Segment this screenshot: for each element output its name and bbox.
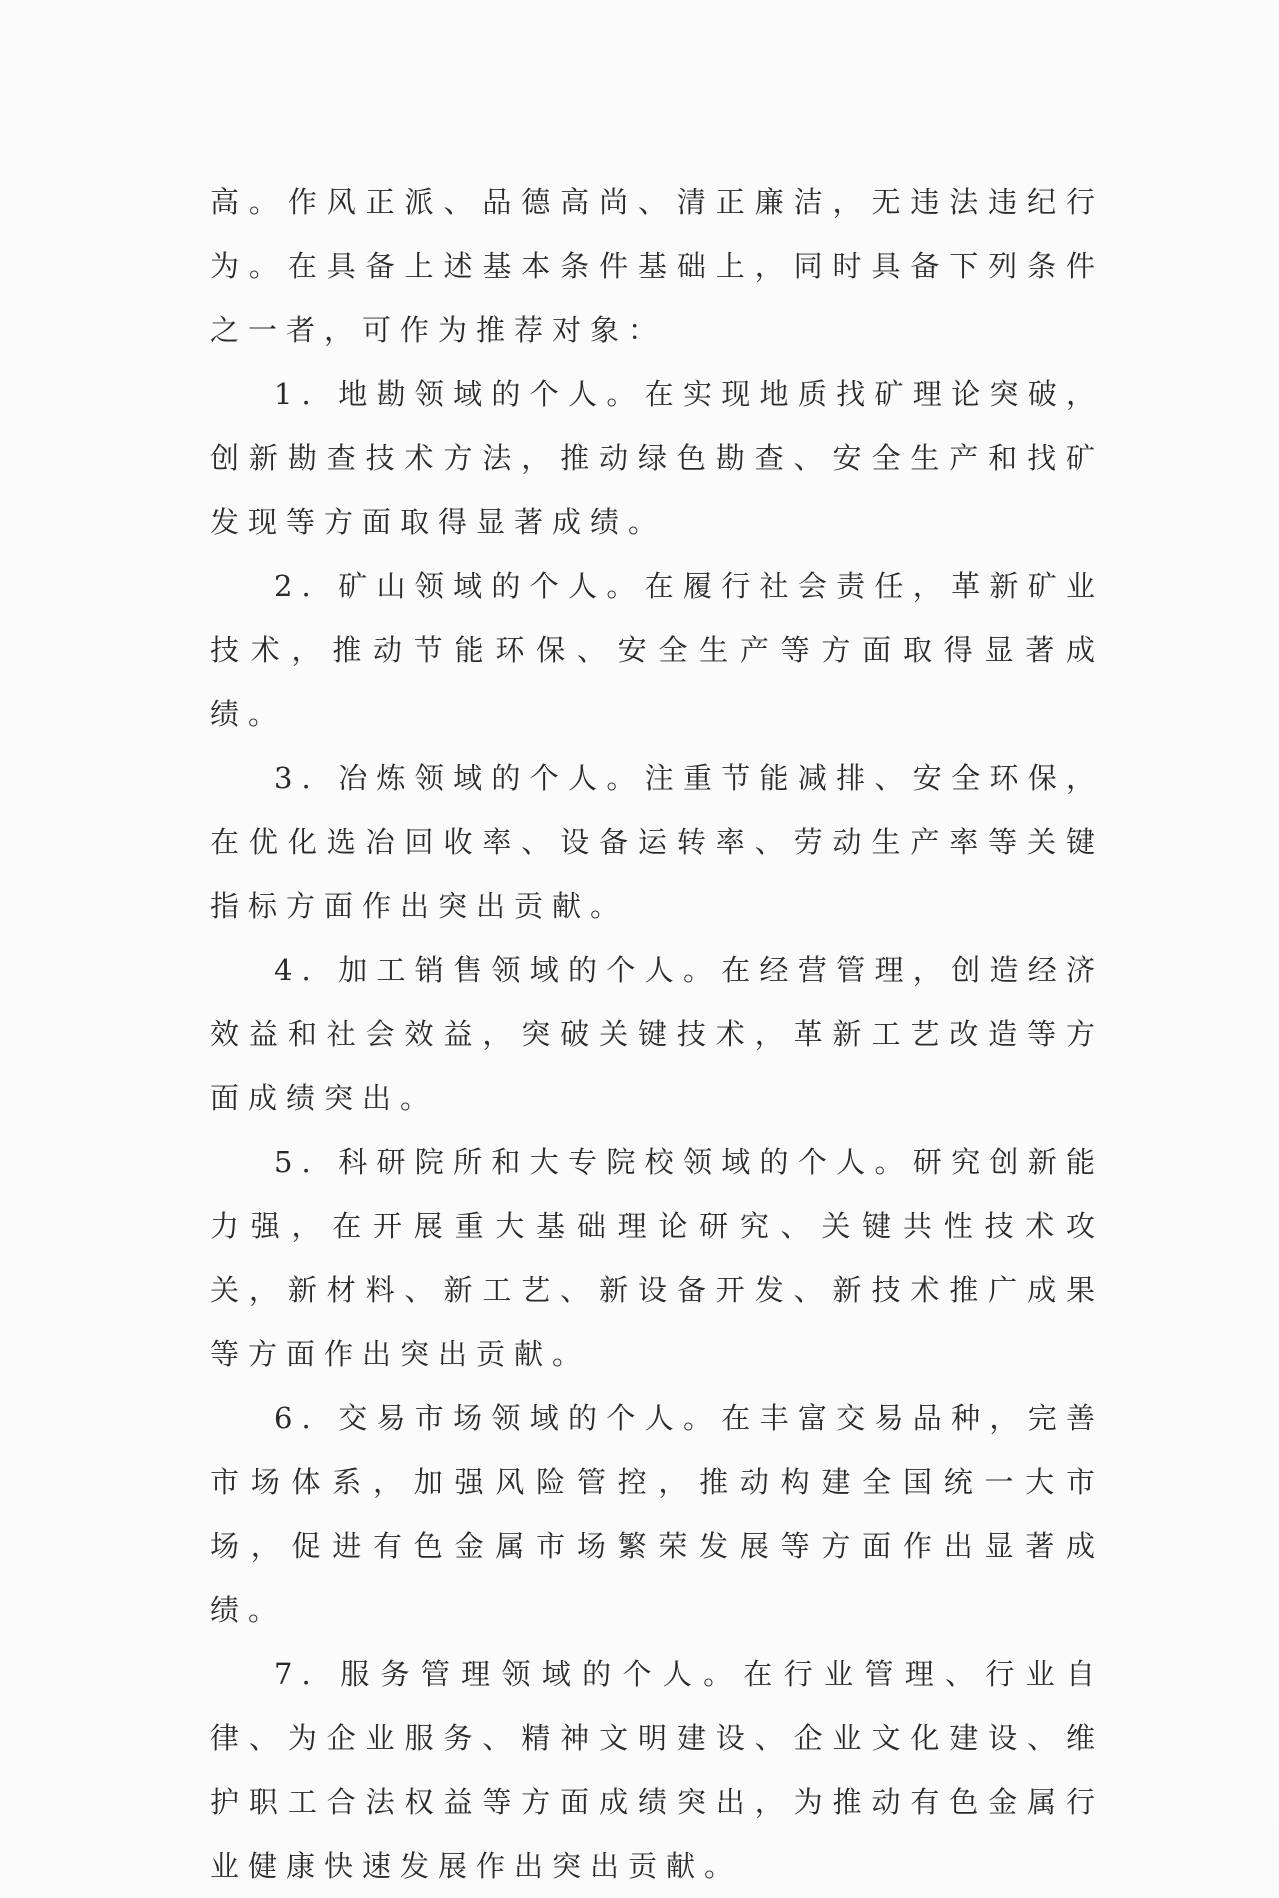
paragraph-item-7-service-management: 7. 服务管理领域的个人。在行业管理、行业自律、为企业服务、精神文明建设、企业文化建设、维护职工合法权益等方面成绩突出，为推动有色金属行业健康快速发展作出突出贡献。: [210, 1657, 1104, 1883]
paragraph-item-4-processing-sales: 4. 加工销售领域的个人。在经营管理，创造经济效益和社会效益，突破关键技术，革新工艺改造等方面成绩突出。: [210, 953, 1104, 1115]
paragraph-item-3-smelting: 3. 冶炼领域的个人。注重节能减排、安全环保，在优化选冶回收率、设备运转率、劳动生产率等关键指标方面作出突出贡献。: [210, 761, 1104, 923]
paragraph-item-2-mining: 2. 矿山领域的个人。在履行社会责任，革新矿业技术，推动节能环保、安全生产等方面取得显著成绩。: [210, 569, 1104, 731]
paragraph-conditions: 高。作风正派、品德高尚、清正廉洁，无违法违纪行为。在具备上述基本条件基础上，同时具备下列条件之一者，可作为推荐对象：: [210, 185, 1104, 347]
paragraph-item-5-research: 5. 科研院所和大专院校领域的个人。研究创新能力强，在开展重大基础理论研究、关键共性技术攻关，新材料、新工艺、新设备开发、新技术推广成果等方面作出突出贡献。: [210, 1145, 1104, 1371]
paragraph-item-6-trading-market: 6. 交易市场领域的个人。在丰富交易品种，完善市场体系，加强风险管控，推动构建全国统一大市场，促进有色金属市场繁荣发展等方面作出显著成绩。: [210, 1401, 1104, 1627]
paragraph-item-1-geological: 1. 地勘领域的个人。在实现地质找矿理论突破，创新勘查技术方法，推动绿色勘查、安全生产和找矿发现等方面取得显著成绩。: [210, 377, 1104, 539]
document-body: [210, 170, 1104, 1898]
